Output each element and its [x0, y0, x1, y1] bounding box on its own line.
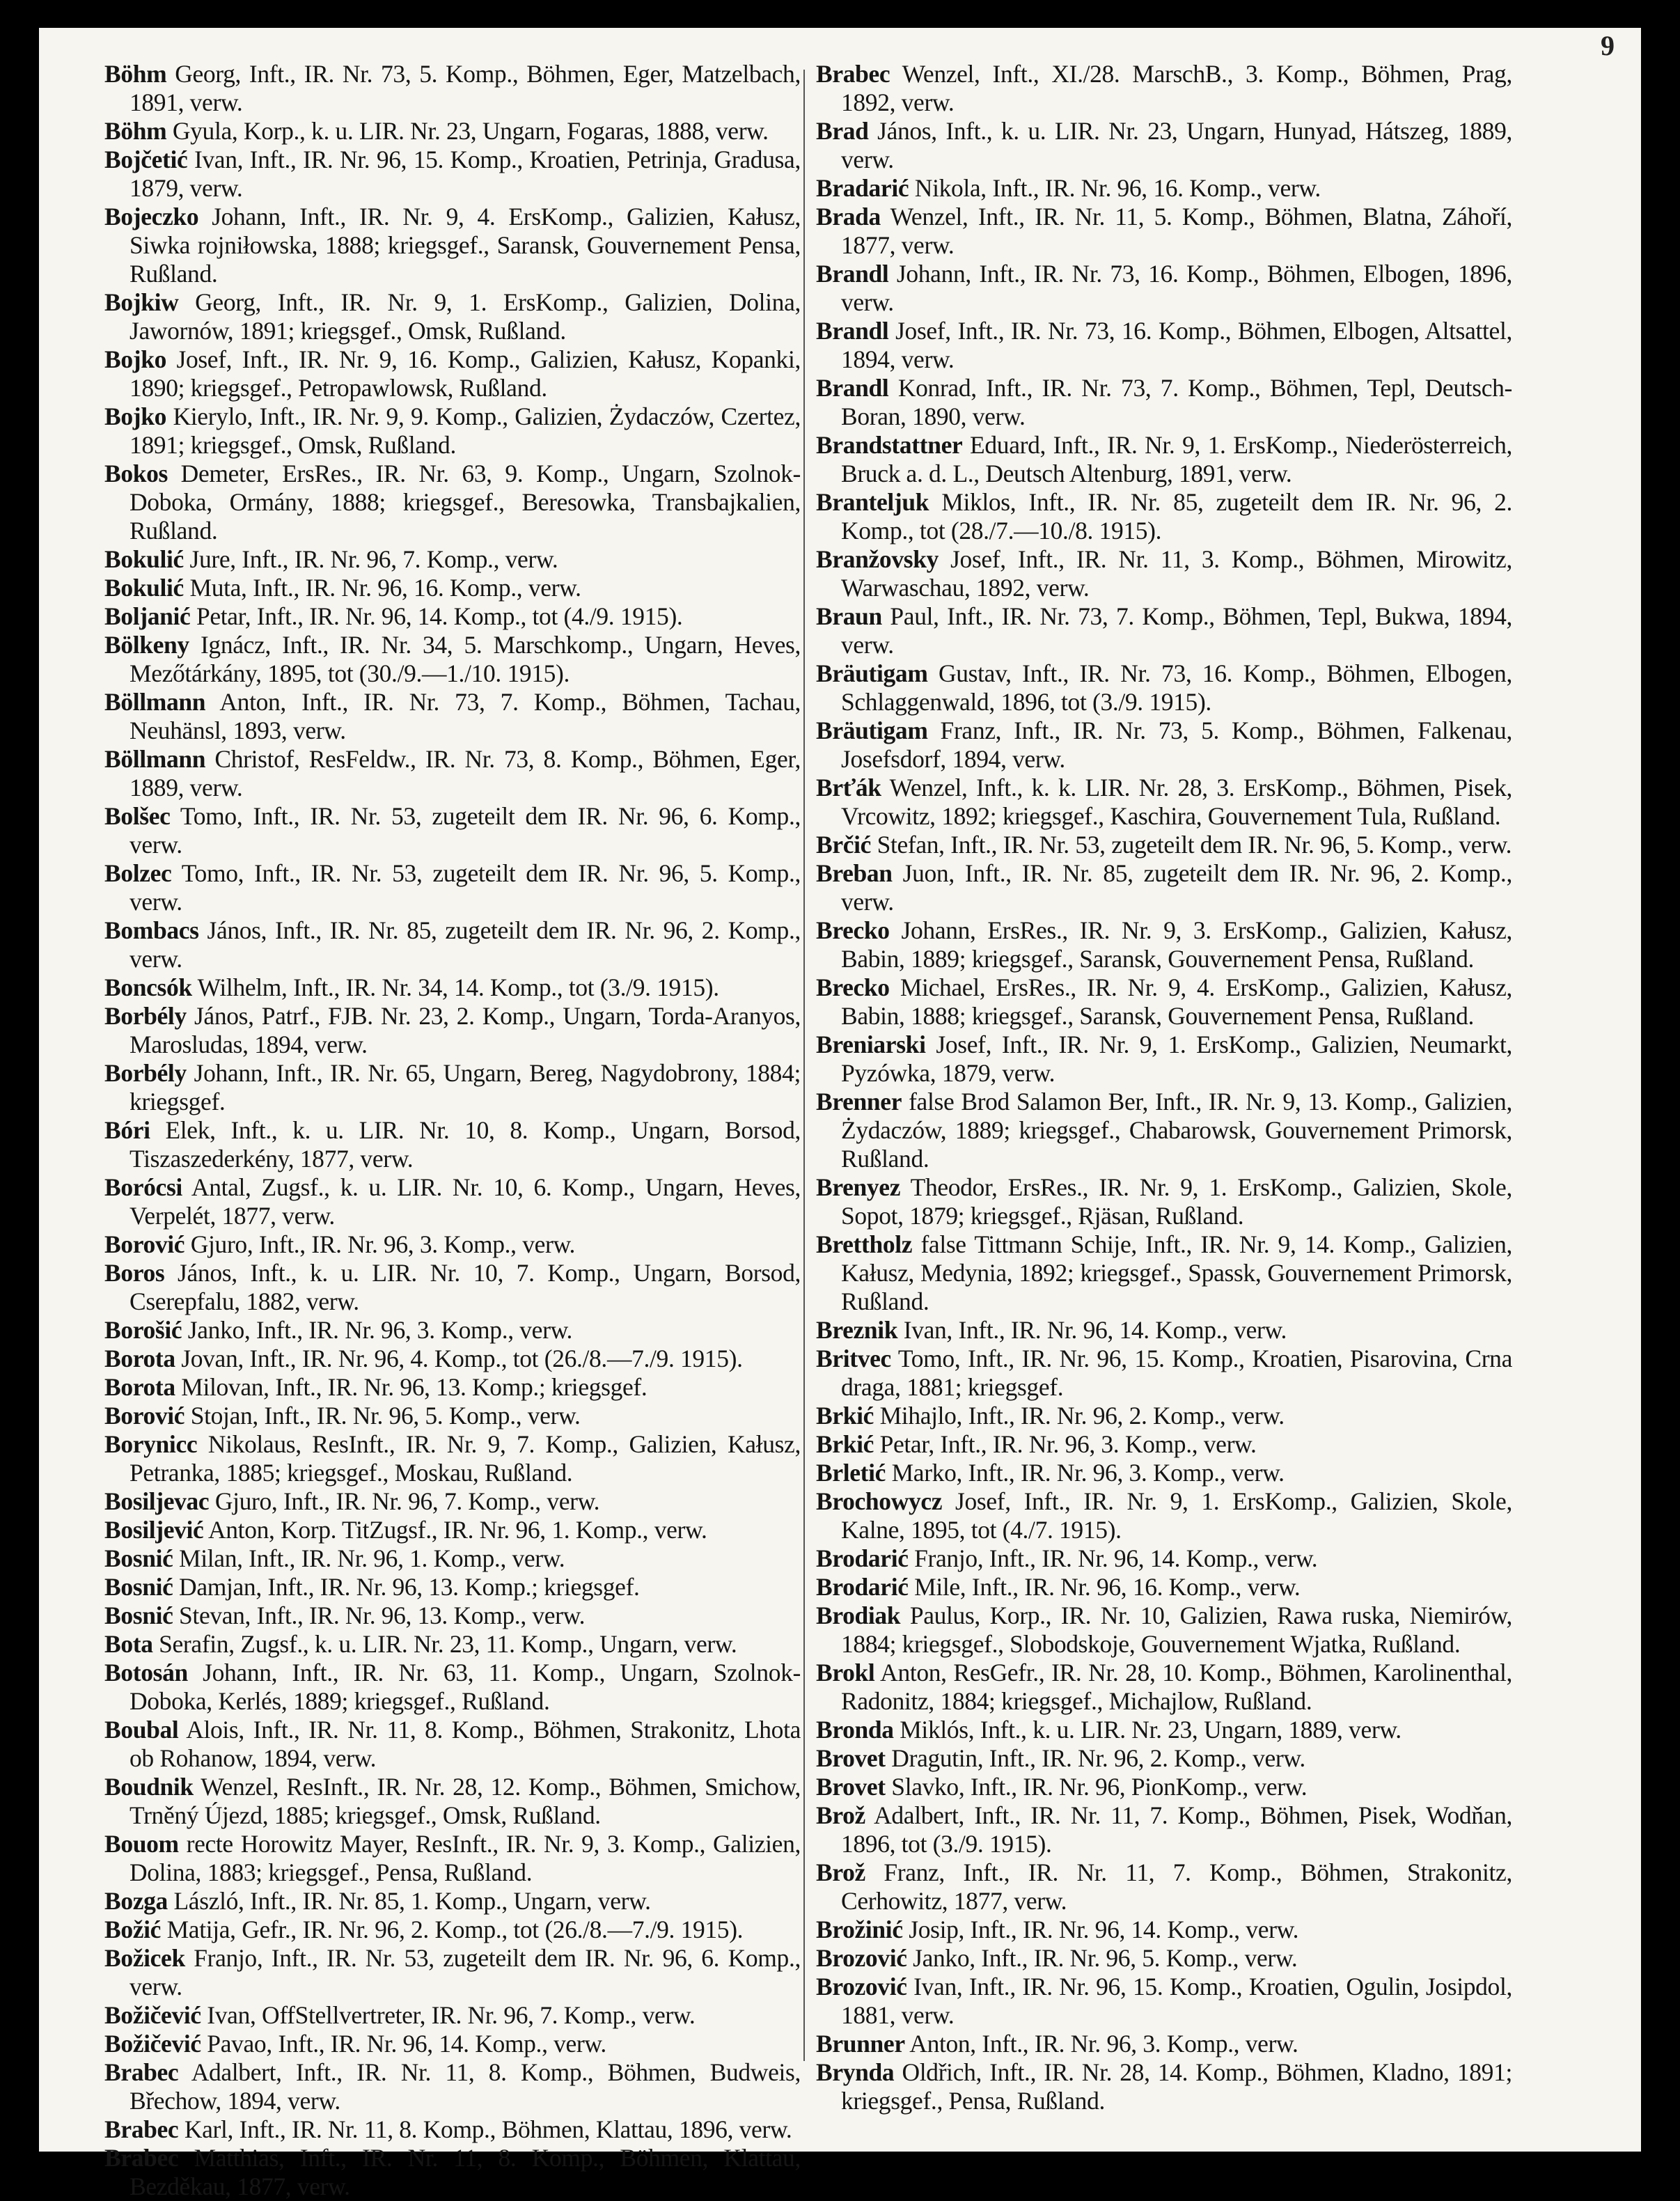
page-number: 9	[1601, 30, 1615, 61]
entry-surname: Brandstattner	[816, 431, 963, 459]
list-entry	[816, 2058, 1512, 2115]
entry-details: Anton, ResGefr., IR. Nr. 28, 10. Komp., Böhmen, Karolinenthal, Radonitz, 1884; kriegsgef., Michajlow, Rußland.	[841, 1659, 1512, 1715]
entry-surname: Britvec	[816, 1345, 891, 1372]
entry-details: Josef, Inft., IR. Nr. 73, 16. Komp., Böhmen, Elbogen, Altsattel, 1894, verw.	[841, 317, 1512, 373]
list-entry	[816, 1544, 1512, 1573]
entry-surname: Brabec	[816, 60, 890, 88]
entry-details: Johann, Inft., IR. Nr. 9, 4. ErsKomp., Galizien, Kałusz, Siwka rojniłowska, 1888; kriegsgef., Saransk, Gouvernement Pensa, Rußland.	[129, 203, 801, 288]
entry-details: Jovan, Inft., IR. Nr. 96, 4. Komp., tot (26./8.—7./9. 1915).	[175, 1345, 743, 1372]
list-entry	[816, 659, 1512, 716]
entry-surname: Bojeczko	[104, 203, 199, 230]
list-entry	[816, 1659, 1512, 1716]
list-entry	[816, 1173, 1512, 1230]
entry-surname: Brunner	[816, 2030, 905, 2058]
entry-details: Josef, Inft., IR. Nr. 9, 16. Komp., Galizien, Kałusz, Kopanki, 1890; kriegsgef., Petropawlowsk, Rußland.	[129, 345, 801, 402]
list-entry	[104, 2144, 801, 2201]
entry-surname: Brandl	[816, 317, 889, 345]
entry-details: Jure, Inft., IR. Nr. 96, 7. Komp., verw.	[183, 545, 558, 573]
document-page	[39, 28, 1641, 2200]
entry-details: Miklós, Inft., k. u. LIR. Nr. 23, Ungarn, 1889, verw.	[893, 1716, 1402, 1744]
list-entry	[104, 1002, 801, 1059]
list-entry	[104, 1430, 801, 1487]
list-entry	[104, 1573, 801, 1601]
list-entry	[104, 688, 801, 745]
list-entry	[104, 745, 801, 802]
entry-details: Milovan, Inft., IR. Nr. 96, 13. Komp.; kriegsgef.	[175, 1373, 647, 1401]
list-entry	[816, 1487, 1512, 1544]
list-entry	[104, 1887, 801, 1916]
entry-details: Oldřich, Inft., IR. Nr. 28, 14. Komp., Böhmen, Kladno, 1891; kriegsgef., Pensa, Rußland.	[841, 2058, 1512, 2115]
entry-details: Damjan, Inft., IR. Nr. 96, 13. Komp.; kriegsgef.	[173, 1573, 640, 1601]
entry-details: Stefan, Inft., IR. Nr. 53, zugeteilt dem IR. Nr. 96, 5. Komp., verw.	[871, 831, 1512, 859]
entry-details: Anton, Inft., IR. Nr. 73, 7. Komp., Böhmen, Tachau, Neuhänsl, 1893, verw.	[129, 688, 801, 744]
list-entry	[816, 1430, 1512, 1459]
entry-details: Juon, Inft., IR. Nr. 85, zugeteilt dem IR. Nr. 96, 2. Komp., verw.	[841, 859, 1512, 916]
list-entry	[104, 1373, 801, 1402]
entry-details: Josef, Inft., IR. Nr. 11, 3. Komp., Böhmen, Mirowitz, Warwaschau, 1892, verw.	[841, 545, 1512, 602]
entry-surname: Bosiljevac	[104, 1487, 210, 1515]
list-entry	[816, 1459, 1512, 1487]
entry-surname: Brož	[816, 1801, 865, 1829]
entry-surname: Borota	[104, 1373, 175, 1401]
entry-details: Ivan, OffStellvertreter, IR. Nr. 96, 7. Komp., verw.	[201, 2001, 696, 2029]
entry-surname: Bosnić	[104, 1601, 173, 1629]
entry-details: Muta, Inft., IR. Nr. 96, 16. Komp., verw.	[183, 574, 581, 602]
entry-surname: Bosnić	[104, 1573, 173, 1601]
list-entry	[104, 1402, 801, 1430]
entry-surname: Brožinić	[816, 1916, 903, 1943]
entry-details: Nikolaus, ResInft., IR. Nr. 9, 7. Komp., Galizien, Kałusz, Petranka, 1885; kriegsgef., Moskau, Rußland.	[129, 1430, 801, 1487]
entry-details: Johann, Inft., IR. Nr. 73, 16. Komp., Böhmen, Elbogen, 1896, verw.	[841, 260, 1512, 316]
list-entry	[104, 1944, 801, 2001]
entry-surname: Božić	[104, 1916, 162, 1943]
entry-details: Mile, Inft., IR. Nr. 96, 16. Komp., verw.	[908, 1573, 1301, 1601]
entry-details: János, Inft., IR. Nr. 85, zugeteilt dem IR. Nr. 96, 2. Komp., verw.	[129, 916, 801, 973]
column-divider	[803, 70, 805, 2061]
list-entry	[104, 859, 801, 916]
entry-details: Georg, Inft., IR. Nr. 73, 5. Komp., Böhmen, Eger, Matzelbach, 1891, verw.	[129, 60, 801, 116]
entry-surname: Botosán	[104, 1659, 188, 1686]
entry-surname: Brabec	[104, 2144, 179, 2172]
entry-details: Serafin, Zugsf., k. u. LIR. Nr. 23, 11. Komp., Ungarn, verw.	[152, 1630, 737, 1658]
list-entry	[816, 203, 1512, 260]
entry-surname: Brož	[816, 1858, 865, 1886]
entry-surname: Brkić	[816, 1430, 874, 1458]
entry-details: Georg, Inft., IR. Nr. 9, 1. ErsKomp., Galizien, Dolina, Jawornów, 1891; kriegsgef., Omsk, Rußland.	[129, 288, 801, 345]
list-entry	[816, 1801, 1512, 1858]
entry-surname: Bosnić	[104, 1544, 173, 1572]
list-entry	[104, 288, 801, 345]
entry-details: Josef, Inft., IR. Nr. 9, 1. ErsKomp., Galizien, Skole, Kalne, 1895, tot (4./7. 1915).	[841, 1487, 1512, 1544]
list-entry	[104, 1316, 801, 1345]
entry-surname: Braun	[816, 602, 882, 630]
list-entry	[104, 2001, 801, 2030]
entry-surname: Bombacs	[104, 916, 199, 944]
list-entry	[104, 1516, 801, 1544]
list-entry	[816, 859, 1512, 916]
entry-surname: Bokos	[104, 460, 168, 487]
entry-details: Gyula, Korp., k. u. LIR. Nr. 23, Ungarn, Fogaras, 1888, verw.	[166, 117, 769, 145]
list-entry	[104, 545, 801, 574]
entry-details: Gjuro, Inft., IR. Nr. 96, 7. Komp., verw.	[209, 1487, 600, 1515]
left-column	[104, 60, 801, 2201]
entry-surname: Böllmann	[104, 688, 206, 716]
list-entry	[104, 146, 801, 203]
list-entry	[816, 716, 1512, 774]
entry-surname: Borota	[104, 1345, 175, 1372]
entry-surname: Brandl	[816, 374, 889, 402]
entry-surname: Brada	[816, 203, 881, 230]
entry-surname: Brecko	[816, 916, 890, 944]
entry-surname: Borošić	[104, 1316, 182, 1344]
entry-surname: Brozović	[816, 1944, 907, 1972]
entry-surname: Božičević	[104, 2030, 201, 2058]
list-entry	[816, 774, 1512, 831]
entry-surname: Brovet	[816, 1744, 886, 1772]
entry-surname: Bräutigam	[816, 659, 928, 687]
entry-details: Elek, Inft., k. u. LIR. Nr. 10, 8. Komp., Ungarn, Borsod, Tiszaszederkény, 1877, verw.	[129, 1116, 801, 1173]
entry-details: Franjo, Inft., IR. Nr. 53, zugeteilt dem IR. Nr. 96, 6. Komp., verw.	[129, 1944, 801, 2000]
entry-surname: Boudnik	[104, 1773, 194, 1801]
entry-details: Johann, ErsRes., IR. Nr. 9, 3. ErsKomp., Galizien, Kałusz, Babin, 1889; kriegsgef., Saransk, Gouvernement Pensa, Rußland.	[841, 916, 1512, 973]
list-entry	[816, 545, 1512, 602]
entry-surname: Bojko	[104, 402, 166, 430]
entry-surname: Božičević	[104, 2001, 201, 2029]
entry-surname: Bojčetić	[104, 146, 188, 173]
entry-details: false Brod Salamon Ber, Inft., IR. Nr. 9, 13. Komp., Galizien, Żydaczów, 1889; kriegsgef., Chabarowsk, Gouvernement Primorsk, Rußland.	[841, 1088, 1512, 1173]
entry-details: recte Horowitz Mayer, ResInft., IR. Nr. 9, 3. Komp., Galizien, Dolina, 1883; kriegsgef., Pensa, Rußland.	[129, 1830, 801, 1886]
list-entry	[816, 374, 1512, 431]
list-entry	[104, 203, 801, 288]
list-entry	[104, 802, 801, 859]
entry-surname: Borović	[104, 1402, 185, 1430]
list-entry	[104, 1830, 801, 1887]
list-entry	[816, 1858, 1512, 1916]
list-entry	[816, 1973, 1512, 2030]
list-entry	[816, 916, 1512, 973]
entry-surname: Brabec	[104, 2058, 179, 2086]
entry-details: Kierylo, Inft., IR. Nr. 9, 9. Komp., Galizien, Żydaczów, Czertez, 1891; kriegsgef., Omsk, Rußland.	[129, 402, 801, 459]
list-entry	[816, 1573, 1512, 1601]
list-entry	[104, 2058, 801, 2115]
entry-details: Adalbert, Inft., IR. Nr. 11, 8. Komp., Böhmen, Budweis, Břechow, 1894, verw.	[129, 2058, 801, 2115]
entry-surname: Brletić	[816, 1459, 886, 1487]
entry-details: Ivan, Inft., IR. Nr. 96, 14. Komp., verw.	[897, 1316, 1287, 1344]
right-column	[816, 60, 1512, 2115]
list-entry	[104, 1773, 801, 1830]
entry-details: Franz, Inft., IR. Nr. 11, 7. Komp., Böhmen, Strakonitz, Cerhowitz, 1877, verw.	[841, 1858, 1512, 1915]
list-entry	[816, 1230, 1512, 1316]
entry-details: Josip, Inft., IR. Nr. 96, 14. Komp., verw.	[902, 1916, 1299, 1943]
entry-details: Stevan, Inft., IR. Nr. 96, 13. Komp., verw.	[173, 1601, 586, 1629]
entry-surname: Bojkiw	[104, 288, 179, 316]
entry-surname: Breznik	[816, 1316, 898, 1344]
entry-details: Alois, Inft., IR. Nr. 11, 8. Komp., Böhmen, Strakonitz, Lhota ob Rohanow, 1894, verw.	[129, 1716, 801, 1772]
entry-surname: Breban	[816, 859, 893, 887]
entry-surname: Brynda	[816, 2058, 895, 2086]
entry-details: Pavao, Inft., IR. Nr. 96, 14. Komp., verw.	[201, 2030, 606, 2058]
entry-details: Wenzel, Inft., XI./28. MarschB., 3. Komp., Böhmen, Prag, 1892, verw.	[841, 60, 1512, 116]
entry-details: Gjuro, Inft., IR. Nr. 96, 3. Komp., verw.	[185, 1230, 576, 1258]
list-entry	[104, 1116, 801, 1173]
list-entry	[816, 117, 1512, 174]
list-entry	[816, 1031, 1512, 1088]
list-entry	[816, 488, 1512, 545]
list-entry	[104, 1659, 801, 1716]
list-entry	[816, 1944, 1512, 1973]
list-entry	[104, 1059, 801, 1116]
list-entry	[104, 1259, 801, 1316]
entry-details: Anton, Inft., IR. Nr. 96, 3. Komp., verw.	[904, 2030, 1298, 2058]
entry-surname: Brecko	[816, 973, 890, 1001]
list-entry	[104, 1601, 801, 1630]
entry-surname: Brenner	[816, 1088, 902, 1115]
entry-surname: Borbély	[104, 1059, 187, 1087]
entry-details: Johann, Inft., IR. Nr. 63, 11. Komp., Ungarn, Szolnok-Doboka, Kerlés, 1889; kriegsgef., Rußland.	[129, 1659, 801, 1715]
list-entry	[816, 60, 1512, 117]
entry-details: Anton, Korp. TitZugsf., IR. Nr. 96, 1. Komp., verw.	[203, 1516, 707, 1544]
entry-details: Petar, Inft., IR. Nr. 96, 3. Komp., verw.	[874, 1430, 1257, 1458]
entry-surname: Branteljuk	[816, 488, 929, 516]
list-entry	[816, 973, 1512, 1031]
list-entry	[816, 602, 1512, 659]
entry-surname: Borócsi	[104, 1173, 182, 1201]
list-entry	[104, 60, 801, 117]
list-entry	[104, 631, 801, 688]
entry-surname: Brabec	[104, 2115, 179, 2143]
list-entry	[816, 1773, 1512, 1801]
list-entry	[816, 831, 1512, 859]
list-entry	[104, 973, 801, 1002]
entry-details: Milan, Inft., IR. Nr. 96, 1. Komp., verw.	[173, 1544, 565, 1572]
entry-surname: Bouom	[104, 1830, 179, 1858]
entry-details: Ivan, Inft., IR. Nr. 96, 15. Komp., Kroatien, Petrinja, Gradusa, 1879, verw.	[129, 146, 801, 202]
entry-details: Antal, Zugsf., k. u. LIR. Nr. 10, 6. Komp., Ungarn, Heves, Verpelét, 1877, verw.	[129, 1173, 801, 1230]
list-entry	[816, 431, 1512, 488]
entry-details: Matthias, Inft., IR. Nr. 11, 8. Komp., Böhmen, Klattau, Bezděkau, 1877, verw.	[129, 2144, 801, 2200]
entry-details: Janko, Inft., IR. Nr. 96, 5. Komp., verw.	[906, 1944, 1298, 1972]
entry-details: Matija, Gefr., IR. Nr. 96, 2. Komp., tot (26./8.—7./9. 1915).	[161, 1916, 744, 1943]
list-entry	[104, 2115, 801, 2144]
entry-details: Janko, Inft., IR. Nr. 96, 3. Komp., verw.	[182, 1316, 573, 1344]
entry-details: Josef, Inft., IR. Nr. 9, 1. ErsKomp., Galizien, Neumarkt, Pyzówka, 1879, verw.	[841, 1031, 1512, 1087]
entry-details: Nikola, Inft., IR. Nr. 96, 16. Komp., verw.	[909, 174, 1321, 202]
entry-surname: Bolzec	[104, 859, 172, 887]
entry-surname: Bräutigam	[816, 716, 928, 744]
entry-surname: Brandl	[816, 260, 889, 288]
list-entry	[104, 574, 801, 602]
list-entry	[816, 260, 1512, 317]
entry-surname: Borović	[104, 1230, 185, 1258]
entry-details: Wenzel, ResInft., IR. Nr. 28, 12. Komp., Böhmen, Smichow, Trněný Újezd, 1885; kriegsgef., Omsk, Rußland.	[129, 1773, 801, 1829]
entry-surname: Bokulić	[104, 545, 184, 573]
entry-surname: Brokl	[816, 1659, 875, 1686]
entry-surname: Brodarić	[816, 1573, 909, 1601]
entry-surname: Bosiljević	[104, 1516, 204, 1544]
entry-surname: Brad	[816, 117, 869, 145]
entry-details: Michael, ErsRes., IR. Nr. 9, 4. ErsKomp., Galizien, Kałusz, Babin, 1888; kriegsgef., Saransk, Gouvernement Pensa, Rußland.	[841, 973, 1512, 1030]
entry-surname: Boncsók	[104, 973, 192, 1001]
entry-details: false Tittmann Schije, Inft., IR. Nr. 9, 14. Komp., Galizien, Kałusz, Medynia, 1892; kriegsgef., Spassk, Gouvernement Primorsk, Rußland.	[841, 1230, 1512, 1315]
entry-surname: Brčić	[816, 831, 872, 859]
list-entry	[104, 1487, 801, 1516]
entry-surname: Bóri	[104, 1116, 150, 1144]
list-entry	[816, 1345, 1512, 1402]
entry-surname: Boros	[104, 1259, 165, 1287]
entry-details: Miklos, Inft., IR. Nr. 85, zugeteilt dem IR. Nr. 96, 2. Komp., tot (28./7.—10./8. 1915).	[841, 488, 1512, 545]
entry-details: Tomo, Inft., IR. Nr. 96, 15. Komp., Kroatien, Pisarovina, Crna draga, 1881; kriegsgef.	[841, 1345, 1512, 1401]
entry-surname: Breniarski	[816, 1031, 926, 1058]
list-entry	[104, 117, 801, 146]
entry-details: Tomo, Inft., IR. Nr. 53, zugeteilt dem IR. Nr. 96, 6. Komp., verw.	[129, 802, 801, 859]
list-entry	[104, 1173, 801, 1230]
list-entry	[104, 602, 801, 631]
entry-surname: Bokulić	[104, 574, 184, 602]
entry-surname: Brťák	[816, 774, 881, 801]
entry-details: Ivan, Inft., IR. Nr. 96, 15. Komp., Kroatien, Ogulin, Josipdol, 1881, verw.	[841, 1973, 1512, 2029]
entry-details: László, Inft., IR. Nr. 85, 1. Komp., Ungarn, verw.	[167, 1887, 651, 1915]
entry-surname: Branžovsky	[816, 545, 939, 573]
entry-surname: Böllmann	[104, 745, 206, 773]
entry-details: Wilhelm, Inft., IR. Nr. 34, 14. Komp., tot (3./9. 1915).	[191, 973, 719, 1001]
list-entry	[104, 1345, 801, 1373]
entry-details: Slavko, Inft., IR. Nr. 96, PionKomp., verw.	[885, 1773, 1308, 1801]
entry-details: Mihajlo, Inft., IR. Nr. 96, 2. Komp., verw.	[874, 1402, 1285, 1430]
entry-details: János, Inft., k. u. LIR. Nr. 23, Ungarn, Hunyad, Hátszeg, 1889, verw.	[841, 117, 1512, 173]
entry-surname: Bolšec	[104, 802, 171, 830]
entry-surname: Boubal	[104, 1716, 179, 1744]
entry-surname: Borbély	[104, 1002, 187, 1030]
entry-details: Marko, Inft., IR. Nr. 96, 3. Komp., verw.	[886, 1459, 1285, 1487]
entry-details: Franz, Inft., IR. Nr. 73, 5. Komp., Böhmen, Falkenau, Josefsdorf, 1894, verw.	[841, 716, 1512, 773]
entry-surname: Brochowycz	[816, 1487, 943, 1515]
list-entry	[104, 460, 801, 545]
entry-details: Dragutin, Inft., IR. Nr. 96, 2. Komp., verw.	[885, 1744, 1305, 1772]
entry-surname: Brkić	[816, 1402, 874, 1430]
list-entry	[816, 1316, 1512, 1345]
entry-details: Eduard, Inft., IR. Nr. 9, 1. ErsKomp., Niederösterreich, Bruck a. d. L., Deutsch Altenburg, 1891, verw.	[841, 431, 1512, 487]
entry-surname: Bota	[104, 1630, 153, 1658]
entry-surname: Brovet	[816, 1773, 886, 1801]
entry-surname: Brenyez	[816, 1173, 901, 1201]
entry-details: Stojan, Inft., IR. Nr. 96, 5. Komp., verw.	[185, 1402, 581, 1430]
entry-details: János, Patrf., FJB. Nr. 23, 2. Komp., Ungarn, Torda-Aranyos, Marosludas, 1894, verw.	[129, 1002, 801, 1058]
list-entry	[104, 1230, 801, 1259]
entry-surname: Brodiak	[816, 1601, 901, 1629]
entry-details: Theodor, ErsRes., IR. Nr. 9, 1. ErsKomp., Galizien, Skole, Sopot, 1879; kriegsgef., Rjäsan, Rußland.	[841, 1173, 1512, 1230]
list-entry	[104, 916, 801, 973]
entry-surname: Brozović	[816, 1973, 907, 2000]
entry-details: Wenzel, Inft., IR. Nr. 11, 5. Komp., Böhmen, Blatna, Záhoří, 1877, verw.	[841, 203, 1512, 259]
entry-details: Karl, Inft., IR. Nr. 11, 8. Komp., Böhmen, Klattau, 1896, verw.	[178, 2115, 792, 2143]
entry-details: János, Inft., k. u. LIR. Nr. 10, 7. Komp., Ungarn, Borsod, Cserepfalu, 1882, verw.	[129, 1259, 801, 1315]
list-entry	[104, 1544, 801, 1573]
entry-surname: Bronda	[816, 1716, 894, 1744]
list-entry	[816, 1916, 1512, 1944]
list-entry	[816, 1744, 1512, 1773]
list-entry	[816, 1088, 1512, 1173]
entry-details: Christof, ResFeldw., IR. Nr. 73, 8. Komp., Böhmen, Eger, 1889, verw.	[129, 745, 801, 801]
entry-details: Petar, Inft., IR. Nr. 96, 14. Komp., tot (4./9. 1915).	[190, 602, 683, 630]
entry-details: Paulus, Korp., IR. Nr. 10, Galizien, Rawa ruska, Niemirów, 1884; kriegsgef., Slobodskoje, Gouvernement Wjatka, Rußland.	[841, 1601, 1512, 1658]
entry-surname: Bojko	[104, 345, 166, 373]
entry-details: Tomo, Inft., IR. Nr. 53, zugeteilt dem IR. Nr. 96, 5. Komp., verw.	[129, 859, 801, 916]
entry-details: Gustav, Inft., IR. Nr. 73, 16. Komp., Böhmen, Elbogen, Schlaggenwald, 1896, tot (3./9. 1915).	[841, 659, 1512, 716]
entry-details: Demeter, ErsRes., IR. Nr. 63, 9. Komp., Ungarn, Szolnok-Doboka, Ormány, 1888; kriegsgef., Beresowka, Transbajkalien, Rußland.	[129, 460, 801, 545]
entry-details: Wenzel, Inft., k. k. LIR. Nr. 28, 3. ErsKomp., Böhmen, Pisek, Vrcowitz, 1892; kriegsgef., Kaschira, Gouvernement Tula, Rußland.	[841, 774, 1512, 830]
list-entry	[816, 1402, 1512, 1430]
list-entry	[104, 1916, 801, 1944]
entry-details: Johann, Inft., IR. Nr. 65, Ungarn, Bereg, Nagydobrony, 1884; kriegsgef.	[129, 1059, 801, 1115]
list-entry	[104, 402, 801, 460]
entry-surname: Brettholz	[816, 1230, 913, 1258]
entry-surname: Böhm	[104, 117, 167, 145]
entry-surname: Bozga	[104, 1887, 168, 1915]
list-entry	[816, 2030, 1512, 2058]
list-entry	[816, 317, 1512, 374]
entry-details: Konrad, Inft., IR. Nr. 73, 7. Komp., Böhmen, Tepl, Deutsch-Boran, 1890, verw.	[841, 374, 1512, 430]
entry-surname: Bradarić	[816, 174, 909, 202]
list-entry	[104, 1716, 801, 1773]
entry-surname: Boljanić	[104, 602, 191, 630]
entry-surname: Böhm	[104, 60, 167, 88]
entry-surname: Brodarić	[816, 1544, 909, 1572]
entry-details: Paul, Inft., IR. Nr. 73, 7. Komp., Böhmen, Tepl, Bukwa, 1894, verw.	[841, 602, 1512, 659]
entry-details: Ignácz, Inft., IR. Nr. 34, 5. Marschkomp., Ungarn, Heves, Mezőtárkány, 1895, tot (30./9.—1./10. 1915).	[129, 631, 801, 687]
entry-surname: Bölkeny	[104, 631, 189, 659]
entry-details: Franjo, Inft., IR. Nr. 96, 14. Komp., verw.	[908, 1544, 1318, 1572]
list-entry	[816, 1601, 1512, 1659]
list-entry	[104, 345, 801, 402]
list-entry	[816, 174, 1512, 203]
entry-details: Adalbert, Inft., IR. Nr. 11, 7. Komp., Böhmen, Pisek, Wodňan, 1896, tot (3./9. 1915).	[841, 1801, 1512, 1858]
list-entry	[816, 1716, 1512, 1744]
list-entry	[104, 1630, 801, 1659]
entry-surname: Božicek	[104, 1944, 185, 1972]
entry-surname: Borynicc	[104, 1430, 198, 1458]
list-entry	[104, 2030, 801, 2058]
